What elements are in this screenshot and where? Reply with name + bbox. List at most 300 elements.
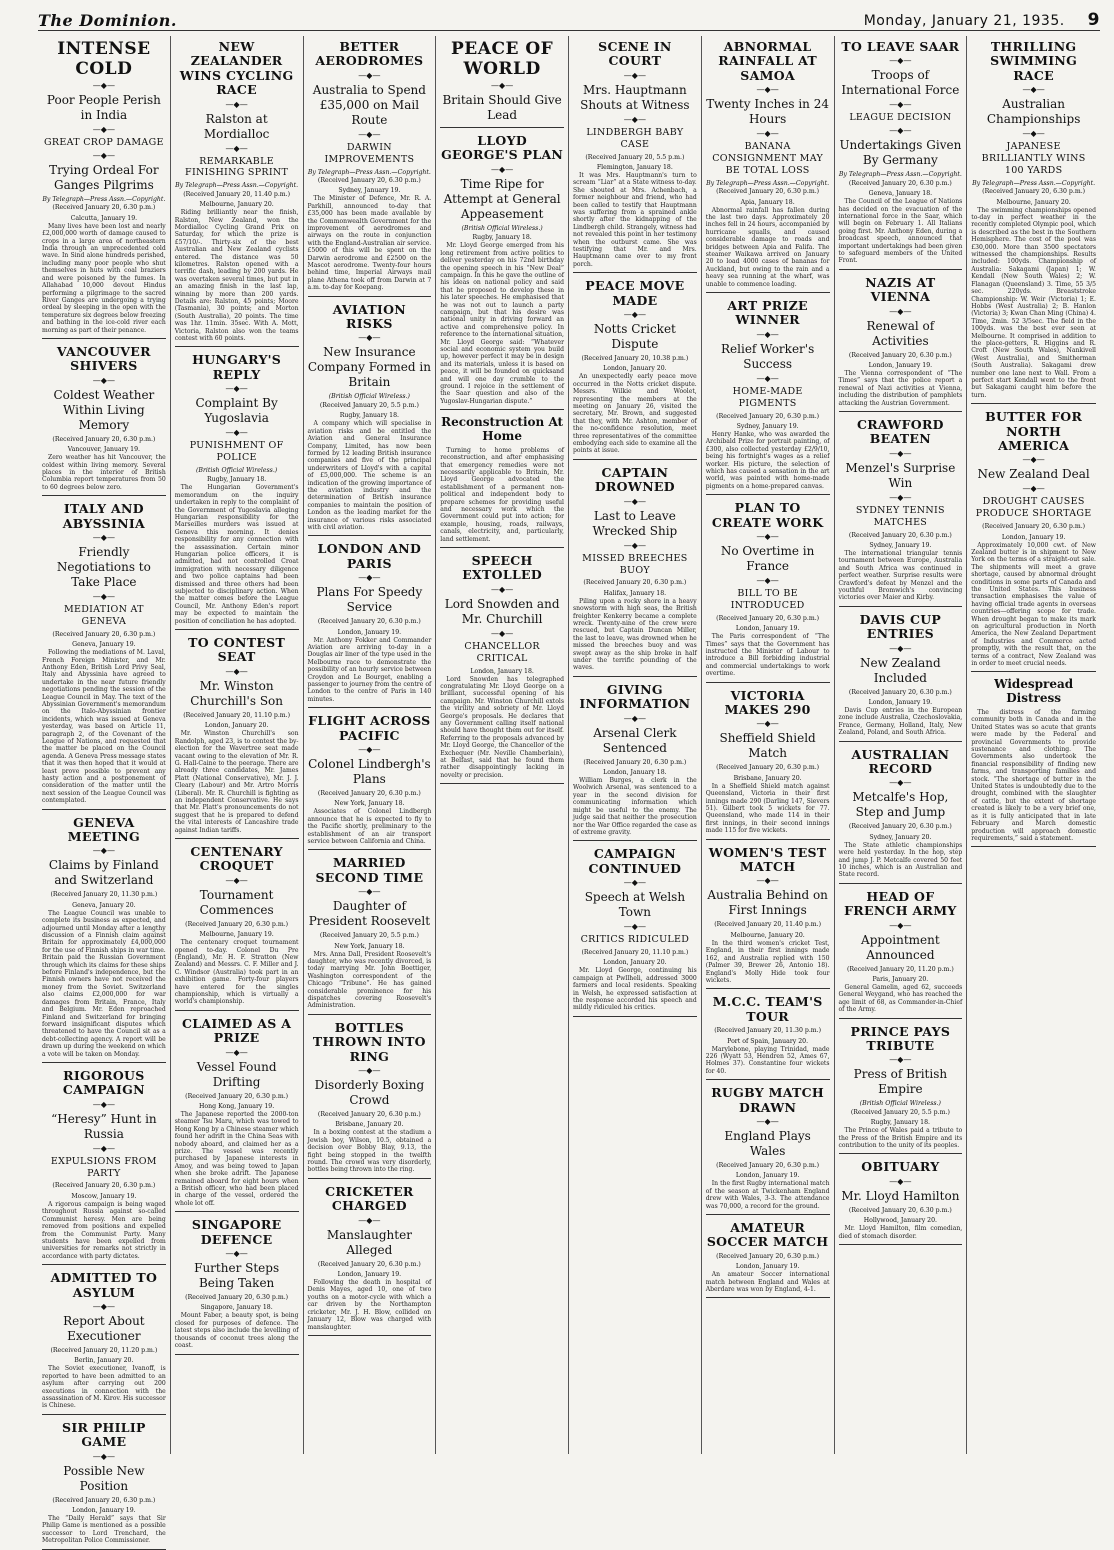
article-body: The State athletic championships were held yesterday. In the hop, step and jump J. P. Metcalfe covered 50 feet 10 inches, which is an Australian and State record. [838,841,963,879]
dateline-place: New York, January 18. [334,800,405,808]
article [706,995,830,1080]
article [971,410,1096,672]
section-divider: —◆— [623,922,646,932]
article-body: Mrs. Anna Dall, President Roosevelt's daughter, who was recently divorced, is today marrying Mr. John Boettiger, Washington correspondent of the Chicago “Tribune”. He has gained considerable prominence for his dispatches covering Roosevelt's Administration. [307,950,432,1010]
section-divider: —◆— [491,628,514,638]
article-body: General Gamelin, aged 62, succeeds General Weygand, who has reached the age limit of 68, as Commander-in-Chief of the Army. [838,984,963,1014]
received-line: (Received January 20, 6.30 p.m.) [716,1252,820,1260]
article-headline: BOTTLES THROWN INTO RING [312,1019,426,1064]
received-line: (Received January 20, 11.30 p.m.) [50,891,158,899]
page-number: 9 [1087,10,1100,30]
article-rule [175,1354,299,1355]
dateline-place: Calcutta, January 19. [70,214,138,222]
dateline-place: Rugby, January 18. [206,476,267,484]
article [706,1221,830,1298]
article [706,689,830,840]
article-body: Following the mediations of M. Laval, French Foreign Minister, and Mr. Anthony Eden, British Lord Privy Seal, Italy and Abyssinia have agreed to undertake in the near future friendly negotiations pending the session of the League Council in May. The text of the Abyssinian Government's memorandum on the Italo-Abyssinian frontier incidents, which was issued at Geneva yesterday, was based on Article 11, paragraph 2, of the Covenant of the League of Nations, and requested that the matter be placed on the Council agenda. A Geneva Press message states that it was then hoped that it would at least prove possible to prevent any hasty action and a postponement of consideration of the matter until the next session of the League Council was contemplated. [42,649,166,805]
section-divider: —◆— [1022,484,1045,494]
article-subheadline: Metcalfe's Hop, Step and Jump [852,790,949,820]
article-body: Many lives have been lost and nearly £2,000,000 worth of damage caused to crops in a large area of northeastern India through an unprecedented cold wave. In Sind alone hundreds perished, including many poor people who shut themselves in huts with coal braziers and were poisoned by the fumes. In Allahabad 10,000 devout Hindus performing a pilgrimage to the sacred River Ganges are undergoing a trying ordeal by sleeping in the open with the temperature six degrees below freezing and bathing in the ice-cold river each morning as part of their penance. [42,222,166,334]
article-rule [839,1018,963,1019]
article-rule [42,338,166,339]
section-divider: —◆— [889,306,912,316]
article-headline: DAVIS CUP ENTRIES [859,611,942,642]
article-rule [839,883,963,884]
article-body: Abnormal rainfall has fallen during the last two days. Approximately 20 inches fell in 24 hours, accompanied by hurricane squalls, and caused considerable damage to roads and bridges between Apia and Falifa. The steamer Waikawa arrived on January 20 to load 4000 cases of bananas for Auckland, but owing to the rain and a heavy sea running at the wharf, was unable to commence loading. [705,206,830,288]
article-credit: (British Official Wireless.) [461,224,543,232]
article-subheadline: Colonel Lindbergh's Plans [308,756,431,786]
column-3 [304,36,437,1454]
article-body: Riding brilliantly near the finish, Ralston, New Zealand, won the Mordialloc Cycling Grand Prix on Saturday, for which the prize is £57/10/-. Thirty-six of the best Australian and New Zealand cyclists entered. The distance was 50 kilometres. Ralston opened with a terrific dash, leading by 200 yards. He was overtaken several times, but put in an amazing finish in the last lap, winning by more than 200 yards. Details are: Ralston, 45 points; Moore (Tasmania), 30 points; and Morton (South Australia), 20 points. The time was 1hr. 11min. 35sec. With A. Mott, Victoria, Ralston also won the teams contest with 60 points. [174,209,299,343]
section-divider: —◆— [225,666,248,676]
article-rule [308,296,432,297]
section-divider: —◆— [92,1099,115,1109]
article [42,1271,166,1415]
received-line: (Received January 20, 5.5 p.m.) [585,153,685,161]
article-headline: AVIATION RISKS [332,301,406,332]
article [573,40,697,273]
article-body: Following the death in hospital of Denis Mayes, aged 10, one of two youths on a motor-cycle with which a car driven by the Northampton cricketer, Mr. J. H. Blow, collided on January 12, Blow was charged with manslaughter. [307,1279,432,1331]
article [42,40,166,339]
section-divider: —◆— [623,713,646,723]
article [440,416,564,548]
article-subheadline: Possible New Position [63,1463,145,1493]
dateline-place: Geneva, January 20. [72,901,136,909]
article [971,40,1096,404]
column-8 [967,36,1100,1454]
section-divider: —◆— [491,164,514,174]
article [42,1069,166,1265]
article [308,40,432,297]
article-rule [440,783,564,784]
article-headline: CRICKETER CHARGED [325,1183,414,1214]
dateline-place: Flemington, January 18. [596,163,673,171]
received-line: (Received January 20, 6.30 p.m.) [317,789,421,797]
article [175,1017,299,1212]
section-divider: —◆— [225,143,248,153]
received-line: (Received January 20, 6.30 p.m.) [52,630,156,638]
article [706,299,830,495]
dateline-place: Rugby, January 18. [339,412,399,420]
received-line: (Received January 20, 6.30 p.m.) [848,1206,952,1214]
article-rule [308,1014,432,1015]
dateline-place: Brisbane, January 20. [335,1121,404,1129]
received-line: (Received January 20, 6.30 p.m.) [848,531,952,539]
article-headline: CAMPAIGN CONTINUED [588,846,682,876]
article-credit: By Telegraph—Press Assn.—Copyright. [175,182,299,190]
received-line: (Received January 20, 6.30 p.m.) [848,179,952,187]
section-divider: —◆— [623,309,646,319]
received-line: (Received January 20, 6.30 p.m.) [185,920,289,928]
article-headline: NEW ZEALANDER WINS CYCLING RACE [179,39,294,98]
article-headline: SCENE IN COURT [598,39,672,69]
section-divider: —◆— [1022,129,1045,139]
article-headline: PRINCE PAYS TRIBUTE [850,1023,951,1053]
received-line: (Received January 20, 6.30 p.m.) [848,823,952,831]
article-body: William Burges, a clerk in the Woolwich Arsenal, was sentenced to a year in the second division for communicating information which might be useful to the enemy. The judge said that neither the prosecution nor the War Office regarded the case as of extreme gravity. [573,777,697,836]
received-line: (Received January 20, 6.30 p.m.) [982,523,1086,531]
article-headline: PEACE OF WORLD [451,39,554,79]
article-headline: AMATEUR SOCCER MATCH [706,1219,829,1250]
article-rule [839,1244,963,1245]
dateline-place: Melbourne, January 20. [199,201,274,209]
article-body: The centenary croquet tournament opened to-day. Colonel Du Pre (England), Mr. H. F. Stratton (New Zealand) and Messrs. C. F. Miller and J. C. Windsor (Australia) took part in an exhibition game. Forty-four players have entered for the singles championship, which is virtually a world's championship. [174,939,299,1006]
dateline-place: Singapore, January 18. [200,1304,273,1312]
dateline-place: Moscow, January 19. [71,1192,137,1200]
dateline-place: Brisbane, January 20. [733,774,802,782]
article-rule [308,1178,432,1179]
article-headline: PEACE MOVE MADE [585,278,685,308]
section-divider: —◆— [225,1047,248,1057]
received-line: (Received January 20, 6.30 p.m.) [848,688,952,696]
dateline-place: London, January 19. [72,1506,136,1514]
section-divider: —◆— [92,1301,115,1311]
article-subheadline: SYDNEY TENNIS MATCHES [855,504,945,528]
article-rule [573,459,697,460]
section-divider: —◆— [92,846,115,856]
article-headline: HEAD OF FRENCH ARMY [844,888,957,919]
article-headline: TO LEAVE SAAR [841,39,960,54]
article [308,714,432,850]
received-line: (Received January 20, 11.10 p.m.) [183,711,291,719]
section-divider: —◆— [756,719,779,729]
article-headline: FLIGHT ACROSS PACIFIC [308,713,431,743]
article-subheadline: New Insurance Company Formed in Britain [307,345,431,390]
article-headline: LONDON AND PARIS [317,541,422,571]
section-divider: —◆— [889,1055,912,1065]
dateline-place: Rugby, January 18. [870,1119,930,1127]
section-divider: —◆— [358,129,381,139]
article-headline: OBITUARY [861,1159,940,1175]
section-divider: —◆— [92,81,115,91]
article [175,1218,299,1354]
article-subheadline: Relief Worker's Success [721,341,815,371]
article-body: The Vienna correspondent of “The Times” says that the police report a renewal of Nazi activities at Vienna, including the distribution of pamphlets attacking the Austrian Government. [838,369,963,407]
article-rule [706,292,830,293]
article-rule [308,849,432,850]
article-body: Lord Snowden has telegraphed congratulating Mr. Lloyd George on a brilliant, successful opening of his campaign. Mr. Winston Churchill extols the virility and sobriety of Mr. Lloyd George's proposals. He declares that any Government calling itself national should have thought them out for itself. Referring to the proposals advanced by Mr. Lloyd George, the Chancellor of the Exchequer (Mr. Neville Chamberlain), at Belfast, said that he found them rather disappointingly lacking in novelty or precision. [440,675,564,779]
dateline-place: London, January 19. [337,1271,402,1279]
dateline-place: Rugby, January 18. [472,234,532,242]
article-body: Davis Cup entries in the European zone include Australia, Czechoslovakia, France, Germany, Holland, Italy, New Zealand, Poland, and South Africa. [838,706,963,737]
article-subheadline: Tournament Commences [199,887,274,917]
section-divider: —◆— [889,920,912,930]
article-headline: HUNGARY'S REPLY [192,352,282,382]
article-body: The distress of the farming community both in Canada and in the United States was so acute that grants were made by the Federal and provincial Governments to provide sustenance and clothing. The Governments also undertook the financial responsibility of finding new farms, and transporting families and stock. “The shortage of butter in the United States is undoubtedly due to the drought, combined with the slaughter of cattle, but the extent of shortage created is likely to be a very brief one, as it is fully anticipated that in late February and March domestic production will approach domestic requirements,” said a statement. [971,709,1096,842]
section-divider: —◆— [92,591,115,601]
article-rule [308,535,432,536]
received-line: (Received January 20, 6.30 p.m.) [716,1161,820,1169]
article-rule [42,1549,166,1550]
article-subheadline: Friendly Negotiations to Take Place [56,544,151,589]
dateline-place: Hollywood, January 20. [863,1217,938,1225]
article-subheadline: Poor People Perish in India [46,93,161,123]
article-body: The international triangular tennis tournament between Europe, Australia and South Africa was continued in perfect weather. Surprise results were Crawford's defeat by Menzel and the youthful Bromwich's convincing victories over Maier and Kirby. [838,549,963,602]
article [706,846,830,990]
section-divider: —◆— [756,329,779,339]
section-divider: —◆— [225,875,248,885]
article-subheadline: Australian Championships [986,97,1081,127]
dateline-place: London, January 19. [868,698,933,706]
article [42,345,166,496]
article-body: Mr. Lloyd George, continuing his campaign at Pwllheli, addressed 3000 farmers and local residents. Speaking in Welsh, he expressed satisfaction at the response accorded his speech and mildly ridiculed his critics. [573,967,697,1012]
received-line: (Received January 20, 11.40 p.m.) [183,190,291,198]
masthead [38,8,1100,31]
dateline-place: Hong Kong, January 19. [199,1103,275,1110]
article-credit: (British Official Wireless.) [196,466,278,474]
article-rule [706,1297,830,1298]
article-subheadline: Manslaughter Alleged [326,1227,412,1257]
article [175,353,299,630]
article-subheadline: Press of British Empire [853,1067,948,1097]
article-headline: SINGAPORE DEFENCE [191,1217,282,1247]
article-subheadline: Disorderly Boxing Crowd [314,1078,425,1107]
article-subheadline: DROUGHT CAUSES PRODUCE SHORTAGE [975,496,1092,520]
article-body: The Council of the League of Nations has decided on the evacuation of the international force in the Saar, which will begin on February 1. All Italians going first. Mr. Anthony Eden, during a broadcast speech, announced that important undertakings had been given to safeguard members of the United Front. [838,198,963,265]
article-subheadline: Daughter of President Roosevelt [308,899,431,929]
column-7 [835,36,968,1454]
article-body: Mr. Lloyd George emerged from his long retirement from active politics to deliver yesterday on his 72nd birthday the opening speech in his “New Deal” campaign. In this he gave the outline of his ideas on national policy and said that he proposed to develop these in his later speeches. He emphasised that he was not out to launch a party campaign, but that his desire was national unity in driving forward an active and comprehensive policy. In reference to the international situation, Mr. Lloyd George said: “Whatever social and economic system you build up, however perfect it may be in design and its materials, unless it is based on peace, it will be founded on quicksand and will one day crumble to the ground. I rejoice in the settlement of the Saar question and also of the Yugoslav-Hungarian dispute.” [440,242,564,405]
received-line: (Received January 20, 11.10 p.m.) [581,948,689,956]
article-body: Mr. Lloyd Hamilton, film comedian, died of stomach disorder. [838,1225,963,1240]
dateline-place: Sydney, January 19. [338,187,401,195]
section-divider: —◆— [1022,455,1045,465]
received-line: (Received January 20, 6.30 p.m.) [583,758,687,766]
dateline-place: Paris, January 20. [872,976,929,983]
article-subheadline: Arsenal Clerk Sentenced [593,725,677,755]
article-body: An amateur Soccer international match between England and Wales at Aberdare was won by England, 4-1. [705,1271,830,1293]
article-headline: THRILLING SWIMMING RACE [990,39,1078,83]
section-divider: —◆— [889,448,912,458]
article-body: Zero weather has hit Vancouver, the coldest within living memory. Several places in the interior of British Columbia report temperatures from 50 to 60 degrees below zero. [42,454,166,491]
article-rule [839,606,963,607]
received-line: (Received January 20, 6.30 p.m.) [185,1092,289,1100]
dateline-place: Sydney, January 19. [869,541,932,549]
dateline-place: London, January 19. [735,1263,800,1271]
received-line: (Received January 20, 6.30 p.m.) [52,1182,156,1190]
article-rule [175,629,299,630]
article-rule [440,547,564,548]
article-subheadline: JAPANESE BRILLIANTLY WINS 100 YARDS [981,141,1086,176]
received-line: (Received January 20, 6.30 p.m.) [982,188,1086,196]
section-divider: —◆— [1022,85,1045,95]
article-subheadline: PUNISHMENT OF POLICE [189,440,284,464]
article-headline: BUTTER FOR NORTH AMERICA [985,409,1083,453]
column-4 [436,36,569,1454]
received-line: (Received January 20, 5.5 p.m.) [319,401,419,409]
article-credit: By Telegraph—Press Assn.—Copyright. [706,179,830,187]
article-rule [839,269,963,270]
article-headline: RIGOROUS CAMPAIGN [62,1067,145,1098]
article-subheadline: LEAGUE DECISION [849,112,952,124]
article-body: The Hungarian Government's memorandum on the inquiry undertaken in reply to the complaint of the Government of Yugoslavia alleging Hungarian responsibility for the Marseilles murders was issued at Geneva this morning. It denies responsibility for any connection with the assassination. Certain minor Hungarian police officers, it is admitted, had not controlled Croat immigration with necessary diligence and two police captains had been dismissed and three others had been subjected to disciplinary action. When the matter comes before the League Council, Mr. Anthony Eden's report may be expected to maintain the position of conciliation he has adopted. [174,484,299,625]
section-divider: —◆— [623,114,646,124]
section-divider: —◆— [623,878,646,888]
article-subheadline: Twenty Inches in 24 Hours [706,97,829,127]
article-headline: Reconstruction At Home [441,415,564,444]
article-headline: CLAIMED AS A PRIZE [182,1015,292,1046]
dateline-place: Sydney, January 20. [869,833,932,841]
article-subheadline: LINDBERGH BABY CASE [586,126,684,150]
article-subheadline: BANANA CONSIGNMENT MAY BE TOTAL LOSS [712,141,824,176]
article-subheadline: MEDIATION AT GENEVA [63,603,144,627]
section-divider: —◆— [889,56,912,66]
article-rule [706,494,830,495]
received-line: (Received January 20, 11.20 p.m.) [846,965,954,973]
article-subheadline: CRITICS RIDICULED [580,934,690,946]
article-subheadline: CHANCELLOR CRITICAL [464,640,540,664]
dateline-place: Apia, January 18. [740,198,795,206]
article-rule [42,809,166,810]
article [839,418,963,607]
article-headline: ITALY AND ABYSSINIA [62,501,145,531]
article [175,636,299,839]
article [42,816,166,1063]
article-subheadline: GREAT CROP DAMAGE [44,137,164,149]
dateline-place: London, January 18. [470,667,534,675]
article [706,1086,830,1215]
article [573,279,697,460]
article-headline: LLOYD GEORGE'S PLAN [441,133,564,163]
article-subheadline: Britain Should Give Lead [442,93,562,123]
article-subheadline: Troops of International Force [841,68,960,98]
received-line: (Received January 20, 11.30 p.m.) [714,1027,822,1035]
article [440,134,564,410]
section-divider: —◆— [92,1143,115,1153]
article-rule [440,127,564,128]
article-subheadline: Plans For Speedy Service [316,585,423,615]
section-divider: —◆— [491,81,514,91]
article-headline: CAPTAIN DROWNED [594,464,675,495]
article-body: Turning to home problems of reconstruction, and after emphasising that emergency remedies were not necessarily applicable to Britain, Mr. Lloyd George advocated the establishment of a permanent non-political and independent body to prepare schemes for providing useful and necessary work which the Government could put into action; for example, housing, roads, railways, canals, electricity, and, particularly, land settlement. [440,446,564,543]
article-body: A rigorous campaign is being waged throughout Russia against so-called Communist heresy. Men are being removed from positions and expelled from the Communist Party. Many students have been expelled from universities for remarks not strictly in accordance with party dictates. [42,1200,166,1260]
article [440,40,564,128]
received-line: (Received January 20, 6.30 p.m.) [716,614,820,622]
article-subheadline: Australia Behind on First Innings [707,888,828,918]
article-rule [42,495,166,496]
article-subheadline: Speech at Welsh Town [584,890,686,920]
article-rule [706,1214,830,1215]
article-subheadline: New Zealand Deal [977,467,1090,482]
article-rule [42,1062,166,1063]
section-divider: —◆— [889,778,912,788]
section-divider: —◆— [92,150,115,160]
article-headline: M.C.C. TEAM'S TOUR [712,994,823,1024]
dateline-place: Sydney, January 19. [736,423,799,431]
article-headline: NAZIS AT VIENNA [865,274,936,305]
article-rule [175,1010,299,1011]
section-divider: —◆— [889,126,912,136]
article-headline: PLAN TO CREATE WORK [711,500,824,530]
article-rule [839,1153,963,1154]
section-divider: —◆— [358,1066,381,1075]
received-line: (Received January 20, 6.30 p.m.) [848,351,952,359]
article-body: Henry Hanke, who was awarded the Archibald Prize for portrait painting, of £300, also collected yesterday £2/9/10, being his fortnight's wages as a relief worker. His picture, the selection of which has caused a sensation in the art world, was painted with home-made pigments on a home-prepared canvas. [705,431,830,490]
section-divider: —◆— [889,492,912,502]
section-divider: —◆— [623,496,646,506]
article-subheadline: MISSED BREECHES BUOY [582,552,688,576]
received-line: (Received January 20, 6.30 p.m.) [52,204,156,212]
dateline-place: London, January 19. [1001,533,1066,541]
dateline-place: Melbourne, January 20. [730,931,805,939]
received-line: (Received January 20, 6.30 p.m.) [52,1496,156,1504]
article [839,890,963,1019]
article-subheadline: HOME-MADE PIGMENTS [732,385,803,409]
section-divider: —◆— [225,99,248,109]
section-divider: —◆— [756,85,779,95]
paper-title: The Dominion. [38,11,177,30]
column-2 [171,36,304,1454]
article-subheadline: Further Steps Being Taken [194,1261,280,1291]
article-headline: Widespread Distress [994,677,1074,706]
article-subheadline: Report About Executioner [63,1313,145,1343]
article-rule [573,676,697,677]
section-divider: —◆— [358,573,381,583]
article-headline: RUGBY MATCH DRAWN [711,1085,825,1115]
article-subheadline: Mrs. Hauptmann Shouts at Witness [580,82,690,112]
article [308,1021,432,1179]
article [971,678,1096,847]
section-divider: —◆— [225,384,248,394]
section-divider: —◆— [92,532,115,542]
dateline-place: Geneva, January 18. [868,190,933,198]
dateline-place: Melbourne, January 19. [199,931,274,939]
article-subheadline: BILL TO BE INTRODUCED [730,588,805,611]
article-subheadline: England Plays Wales [724,1128,811,1158]
article-rule [573,840,697,841]
article [175,40,299,347]
section-divider: —◆— [92,1451,115,1461]
section-divider: —◆— [756,532,779,542]
article-rule [706,682,830,683]
dateline-place: Melbourne, January 20. [996,198,1071,206]
section-divider: —◆— [225,1249,248,1259]
article-headline: ADMITTED TO ASYLUM [50,1270,158,1300]
article [440,554,564,784]
article-subheadline: Lord Snowden and Mr. Churchill [444,596,560,626]
article-rule [308,707,432,708]
article-body: A company which will specialise in aviation risks and be entitled the Aviation and General Insurance Company, Limited, has now been formed by 12 leading British insurance companies and five of the principal underwriters of Lloyd's with a capital of £5,000,000. The scheme is an indication of the growing importance of the aviation industry and the determination of British insurance companies to maintain the position of London as the leading market for the insurance of various risks associated with civil aviation. [307,420,432,531]
column-1 [38,36,171,1545]
article [308,303,432,537]
article-rule [175,346,299,347]
article-columns [38,36,1100,1545]
article-rule [706,839,830,840]
dateline-place: London, January 19. [735,1172,800,1180]
received-line: (Received January 20, 6.30 p.m.) [52,435,156,443]
article-rule [308,1335,432,1336]
article [839,276,963,412]
article-headline: MARRIED SECOND TIME [315,855,424,885]
article-body: The Paris correspondent of “The Times” says that the Government has instructed the Minister of Labour to introduce a Bill forbidding industrial and commercial undertakings to work overtime. [705,633,830,678]
article-subheadline: Mr. Winston Churchill's Son [190,678,284,708]
article-headline: SPEECH EXTOLLED [462,553,542,583]
section-divider: —◆— [358,70,381,80]
column-6 [702,36,835,1454]
article-credit: (British Official Wireless.) [859,1100,941,1108]
section-divider: —◆— [491,584,514,594]
article-rule [573,1016,697,1017]
article-body: The Japanese reported the 2000-ton steamer Tsu Maru, which was towed to Hong Kong by a Chinese steamer which found her adrift in the China Seas with nobody aboard, and claimed her as a prize. The vessel was recently purchased by Japanese interests in Amoy, and was being towed to Japan when she broke adrift. The Japanese remained aboard for eight hours when a British officer, who had been placed in charge of the vessel, ordered the whole lot off. [174,1111,299,1207]
article-body: The “Daily Herald” says that Sir Philip Game is mentioned as a possible successor to Lord Trenchard, the Metropolitan Police Commissioner. [42,1514,166,1545]
article-body: Piling upon a rocky shore in a heavy snowstorm with high seas, the British freighter Kenkerry became a complete wreck. Twenty-nine of the crew were rescued, but Captain Duncan Miller, the last to leave, was drowned when he missed the breeches buoy and was swept away as the ship broke in half under the terrific pounding of the waves. [573,597,697,672]
section-divider: —◆— [225,428,248,438]
article [308,542,432,708]
article-body: The Minister of Defence, Mr. R. A. Parkhill, announced to-day that £35,000 has been made available by the Commonwealth Government for the improvement of aerodromes and airways on the route in conjunction with the England-Australian air service. £5000 of this will be spent on the Darwin aerodrome and £2500 on the Mascot aerodrome. Twenty-four hours behind time, Imperial Airways mail plane Athena took off from Darwin at 7 a.m. to-day for Koepang. [307,195,432,292]
article-rule [971,403,1096,404]
article-rule [42,1414,166,1415]
article-rule [971,671,1096,672]
